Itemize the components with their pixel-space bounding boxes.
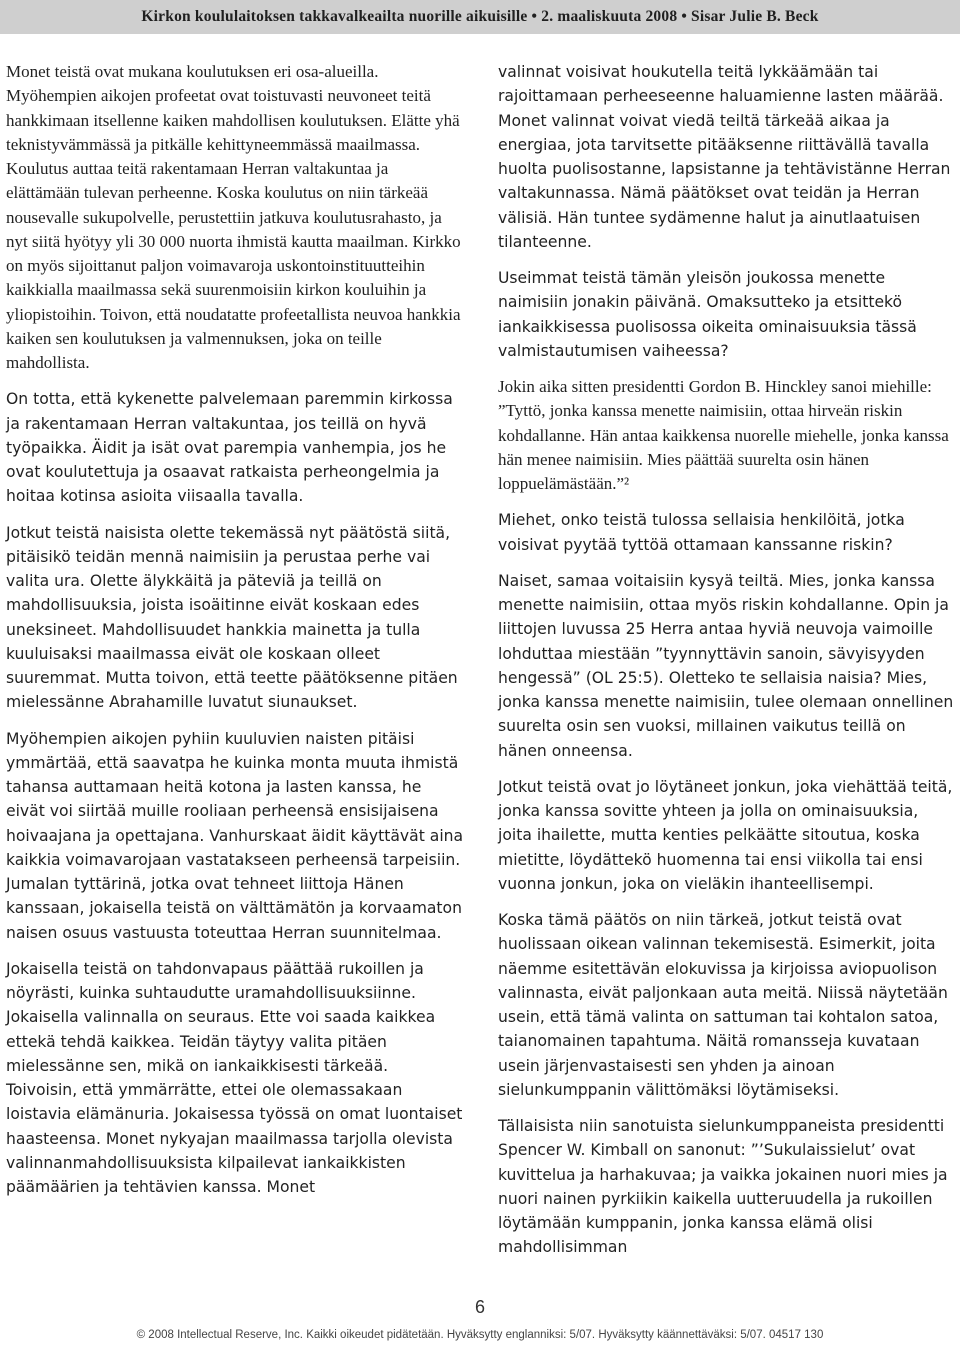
paragraph: Jokaisella teistä on tahdonvapaus päättää rukoillen ja nöyrästi, kuinka suhtaudutte uramahdollisuuksiinne. Jokaisella valinnalla on seuraus. Ette voi saada kaikkea ettekä tehdä kaikkea. Teidän täytyy valita pitäen mielessänne sen, mikä on iankaikkisesti tärkeää. Toivoisin, että ymmärrätte, ettei ole olemassakaan loistavia elämänuria. Jokaisessa työssä on omat luontaiset haasteensa. Monet nykyajan maailmassa tarjolla olevista valinnanmahdollisuuksista kilpailevat iankaikkisten päämäärien ja tehtävien kanssa. Monet	[6, 959, 463, 1196]
right-column	[498, 60, 956, 1272]
paragraph: Monet teistä ovat mukana koulutuksen eri osa-alueilla. Myöhempien aikojen profeetat ovat toistuvasti neuvoneet teitä hankkimaan itsellenne kaiken mahdollisen koulutuksen. Elätte yhä teknistyvämmässä ja pitkälle kehittyneemmässä maailmassa. Koulutus auttaa teitä rakentamaan Herran valtakuntaa ja elättämään tulevan perheenne. Koska koulutus on niin tärkeää nousevalle sukupolvelle, perustettiin jatkuva koulutusrahasto, ja nyt siitä hyötyy yli 30 000 nuorta ihmistä kautta maailman. Kirkko on myös sijoittanut paljon voimavaroja uskontoinstituutteihin kaikkialla maailmassa sekä suurenmoisiin kirkon kouluihin ja yliopistoihin. Toivon, että noudatatte profeetallista neuvoa hankkia kaiken sen koulutuksen ja valmennuksen, joka on teille mahdollista.	[6, 62, 461, 372]
paragraph: Myöhempien aikojen pyhiin kuuluvien naisten pitäisi ymmärtää, että saavatpa he kuinka monta muuta ihmistä tahansa auttamaan heitä kotona ja lasten kanssa, he eivät voi siirtää muille rooliaan perheensä ensisijaisena hoivaajana ja opettajana. Vanhurskaat äidit käyttävät aina kaikkia voimavarojaan vastatakseen perheensä tarpeisiin. Jumalan tyttärinä, jotka ovat tehneet liittoja Hänen kanssaan, jokaisella teistä on välttämätön ja korvaamaton naisen osuus vastuusta toteuttaa Herran suunnitelmaa.	[6, 729, 464, 942]
paragraph: Tällaisista niin sanotuista sielunkumppaneista presidentti Spencer W. Kimball on sanonut: ”’Sukulaissielut’ ovat kuvittelua ja harhakuvaa; ja vaikka jokainen nuori mies ja nuori nainen pyrkiikin kaikella uutteruudella ja rukoillen löytämään kumppanin, jonka kanssa elämä olisi mahdollisimman	[498, 1117, 948, 1257]
left-column	[6, 60, 464, 1211]
paragraph: Jotkut teistä ovat jo löytäneet jonkun, joka viehättää teitä, jonka kanssa sovitte yhteen ja jolla on ominaisuuksia, joita ihailette, mutta kenties pelkäätte sitoutua, koska mietitte, löydättekö huomenna tai ensi viikolla tai ensi vuonna jonkun, joka on vieläkin ihanteellisempi.	[498, 777, 953, 893]
paragraph: Koska tämä päätös on niin tärkeä, jotkut teistä ovat huolissaan oikean valinnan tekemisestä. Esimerkit, joita näemme esitettävän elokuvissa ja kirjoissa aviopuolison valinnasta, eivät paljonkaan auta meitä. Niissä näytetään usein, että tämä valinta on sattuman tai kohtalon satoa, taianomainen tapahtuma. Näitä romansseja kuvataan usein järjenvastaisesti sen yhden ja ainoan sielunkumppanin välittömäksi löytämiseksi.	[498, 911, 948, 1099]
paragraph: Useimmat teistä tämän yleisön joukossa menette naimisiin jonakin päivänä. Omaksutteko ja etsittekö iankaikkisessa puolisossa oikeita ominaisuuksia tässä valmistautumisen vaiheessa?	[498, 269, 917, 360]
paragraph-quote: Jokin aika sitten presidentti Gordon B. Hinckley sanoi miehille: ”Tyttö, jonka kanssa menette naimisiin, ottaa hirveän riskin kohdallanne. Hän antaa kaikkensa nuorelle miehelle, jonka kanssa hän menee naimisiin. Mies päättää suurelta osin hänen loppuelämästään.”²	[498, 377, 949, 493]
paragraph: On totta, että kykenette palvelemaan paremmin kirkossa ja rakentamaan Herran valtakuntaa, jos teillä on hyvä työpaikka. Äidit ja isät ovat parempia vanhempia, jos he ovat koulutettuja ja osaavat ratkaista perheongelmia ja hoitaa kotinsa asioita viisaalla tavalla.	[6, 390, 453, 506]
paragraph: Miehet, onko teistä tulossa sellaisia henkilöitä, jotka voisivat pyytää tyttöä ottamaan kanssanne riskin?	[498, 511, 905, 554]
copyright-footer: © 2008 Intellectual Reserve, Inc. Kaikki oikeudet pidätetään. Hyväksytty englanniksi: 5/07. Hyväksytty käännettäväksi: 5/07. 04517 130	[136, 1329, 824, 1341]
page-number: 6	[474, 1297, 485, 1317]
paragraph: valinnat voisivat houkutella teitä lykkäämään tai rajoittamaan perheeseenne haluamienne lasten määrää. Monet valinnat voivat viedä teiltä tärkeää aikaa ja energiaa, jota tarvitsette pitääksenne riittävällä tavalla huolta puolisostanne, lapsistanne ja tehtävistänne Herran valtakunnassa. Nämä päätökset ovat teidän ja Herran välisiä. Hän tuntee sydämenne halut ja ainutlaatuisen tilanteenne.	[498, 63, 951, 251]
paragraph: Naiset, samaa voitaisiin kysyä teiltä. Mies, jonka kanssa menette naimisiin, ottaa myös riskin kohdallanne. Opin ja liittojen luvussa 25 Herra antaa hyviä neuvoja vaimoille lohduttaa miestään ”tyynnyttävin sanoin, sävyisyyden hengessä” (OL 25:5). Oletteko te sellaisia naisia? Mies, jonka kanssa menette naimisiin, tulee olemaan onnellinen suurelta osin sen vuoksi, millainen vaikutus teillä on hänen onneensa.	[498, 571, 954, 760]
running-header: Kirkon koululaitoksen takkavalkeailta nuorille aikuisille • 2. maaliskuuta 2008 • Sisar Julie B. Beck	[0, 0, 960, 34]
paragraph: Jotkut teistä naisista olette tekemässä nyt päätöstä siitä, pitäisikö teidän mennä naimisiin ja perustaa perhe vai valita ura. Olette älykkäitä ja päteviä ja teillä on mahdollisuuksia, joista isoäitinne eivät koskaan edes uneksineet. Mahdollisuudet hankkia mainetta ja tulla kuuluisaksi maailmassa eivät ole koskaan olleet suuremmat. Mutta toivon, että teette päätöksenne pitäen mielessänne Abrahamille luvatut siunaukset.	[6, 523, 458, 712]
